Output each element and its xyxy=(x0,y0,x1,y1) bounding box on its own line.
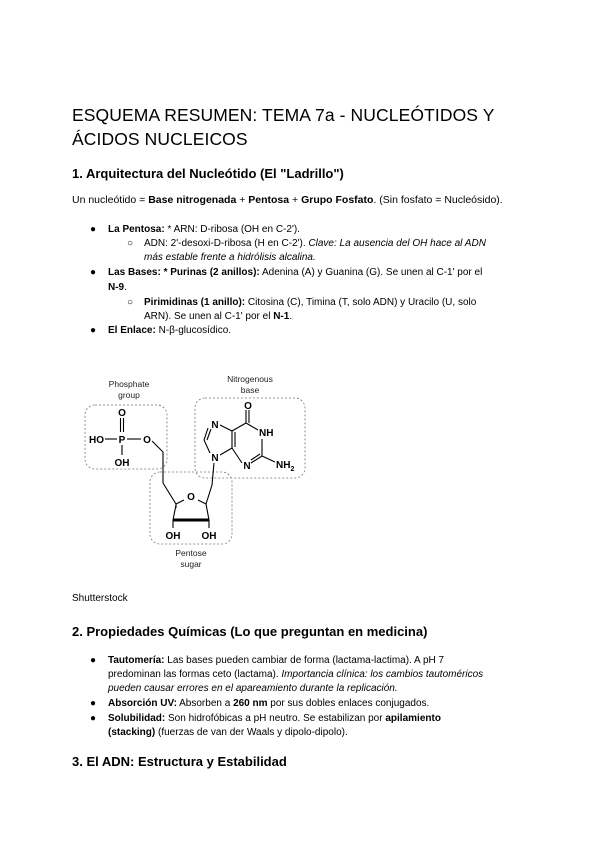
atom-nh2: $NH_2$ xyxy=(276,460,295,473)
list-item-absorcion: Absorción UV: Absorben a 260 nm por sus dobles enlaces conjugados. xyxy=(108,698,430,709)
list-item-tautomeria-cont: predominan las formas ceto (lactama). Importancia clínica: los cambios tautoméricos xyxy=(108,669,484,680)
figure-caption: Shutterstock xyxy=(72,593,128,604)
base-label-2: base xyxy=(240,385,260,395)
bullet-icon: ● xyxy=(90,698,97,709)
section-2-heading: 2. Propiedades Químicas (Lo que preguntan en medicina) xyxy=(72,624,428,639)
bullet-icon: ● xyxy=(90,267,97,278)
list-item-adn-cont: más estable frente a hidrólisis alcalina. xyxy=(144,252,316,263)
document-title: ESQUEMA RESUMEN: TEMA 7a - NUCLEÓTIDOS Y ÁCIDOS NUCLEICOS xyxy=(72,105,495,149)
list-item-solubilidad: Solubilidad: Son hidrofóbicas a pH neutro. Se estabilizan por apilamiento xyxy=(108,713,441,724)
bullet-icon: ● xyxy=(90,325,97,336)
section-3-heading: 3. El ADN: Estructura y Estabilidad xyxy=(72,754,287,769)
list-item-solubilidad-cont: (stacking) (fuerzas de van der Waals y dipolo-dipolo). xyxy=(108,727,348,738)
atom-p: P xyxy=(118,435,126,446)
atom-o-top: O xyxy=(118,408,126,419)
list-item-adn: ADN: 2'-desoxi-D-ribosa (H en C-2'). Clave: La ausencia del OH hace al ADN xyxy=(144,238,486,249)
atom-oh-p: OH xyxy=(114,458,130,469)
atom-n3: N xyxy=(243,461,251,472)
sub-bullet-icon: ○ xyxy=(127,297,134,308)
atom-n7: N xyxy=(211,420,219,431)
list-item-tautomeria: Tautomería: Las bases pueden cambiar de forma (lactama-lactima). A pH 7 xyxy=(108,655,445,666)
list-item-bases-cont: N-9. xyxy=(108,282,127,293)
sub-bullet-icon: ○ xyxy=(127,238,134,249)
section-1-intro: Un nucleótido = Base nitrogenada + Pentosa + Grupo Fosfato. (Sin fosfato = Nucleósido). xyxy=(72,194,503,206)
bullet-icon: ● xyxy=(90,655,97,666)
atom-oh-left: OH xyxy=(165,531,181,542)
bullet-icon: ● xyxy=(90,224,97,235)
list-item-pentosa: La Pentosa: * ARN: D-ribosa (OH en C-2'). xyxy=(108,224,300,235)
atom-o-carbonyl: O xyxy=(244,401,252,412)
list-item-enlace: El Enlace: N-β-glucosídico. xyxy=(108,325,232,336)
atom-o-ring: O xyxy=(187,492,195,503)
sugar-group-box xyxy=(150,472,232,544)
sugar-label-2: sugar xyxy=(180,559,202,569)
atom-o-link: O xyxy=(143,435,151,446)
list-item-pirimidinas-cont: ARN). Se unen al C-1' por el N-1. xyxy=(144,311,293,322)
nucleotide-diagram xyxy=(72,368,342,578)
atom-oh-right: OH xyxy=(201,531,217,542)
base-label: Nitrogenous xyxy=(227,374,273,384)
atom-nh: NH xyxy=(259,428,274,439)
atom-ho: HO xyxy=(89,435,104,446)
sugar-label: Pentose xyxy=(175,548,207,558)
phosphate-label-2: group xyxy=(118,390,140,400)
phosphate-label: Phosphate xyxy=(108,379,150,389)
list-item-pirimidinas: Pirimidinas (1 anillo): Citosina (C), Timina (T, solo ADN) y Uracilo (U, solo xyxy=(144,297,477,308)
bullet-icon: ● xyxy=(90,713,97,724)
list-item-bases: Las Bases: * Purinas (2 anillos): Adenina (A) y Guanina (G). Se unen al C-1' por el xyxy=(108,267,483,278)
atom-n9: N xyxy=(211,453,219,464)
section-1-heading: 1. Arquitectura del Nucleótido (El "Ladrillo") xyxy=(72,166,344,181)
list-item-tautomeria-cont2: pueden causar errores en el apareamiento durante la replicación. xyxy=(108,683,398,694)
